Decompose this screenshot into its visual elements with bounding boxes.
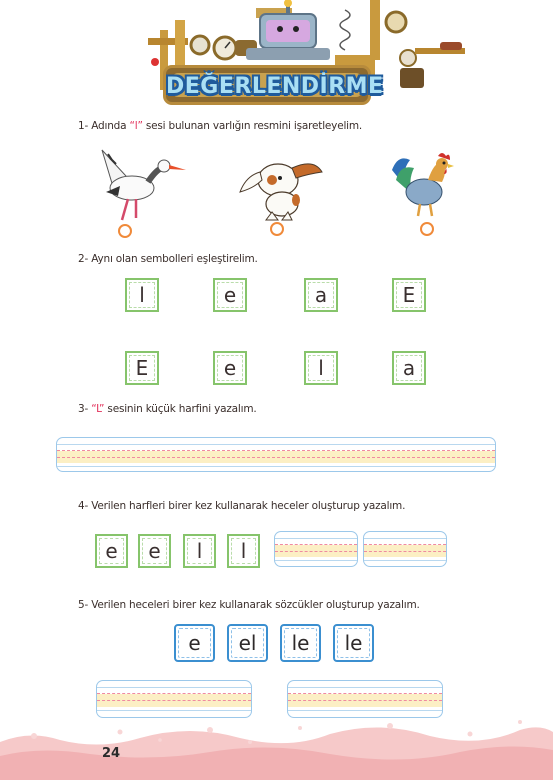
writing-line-q4-2[interactable] <box>363 531 447 567</box>
question-1 <box>78 120 362 132</box>
symbol-box-bottom-1[interactable]: E <box>125 351 159 385</box>
question-1-number: 1- <box>78 120 92 132</box>
dog-picture <box>236 152 324 222</box>
writing-line-q4-1[interactable] <box>274 531 358 567</box>
question-3-number: 3- <box>78 403 92 415</box>
rooster-picture <box>388 150 458 220</box>
symbol-box-bottom-3[interactable]: l <box>304 351 338 385</box>
answer-circle-rooster[interactable] <box>420 222 434 236</box>
title-banner <box>163 65 384 105</box>
question-3-text-after: sesinin küçük harfini yazalım. <box>104 403 257 415</box>
symbol-box-top-1[interactable]: l <box>125 278 159 312</box>
syllable-box-4: le <box>333 624 374 662</box>
footer-decoration <box>0 712 553 780</box>
page-title: DEĞERLENDİRME <box>166 74 384 99</box>
question-5: 5- Verilen heceleri birer kez kullanarak sözcükler oluşturup yazalım. <box>78 599 420 611</box>
page-number: 24 <box>102 746 121 761</box>
question-1-letter: “l” <box>129 120 143 132</box>
question-1-text-before: Adında <box>91 120 130 132</box>
syllable-box-3: le <box>280 624 321 662</box>
answer-circle-dog[interactable] <box>270 222 284 236</box>
question-1-text-after: sesi bulunan varlığın resmini işaretleyelim. <box>142 120 363 132</box>
symbol-box-top-3[interactable]: a <box>304 278 338 312</box>
letter-box-2: e <box>138 534 171 568</box>
letter-box-3: l <box>183 534 216 568</box>
question-3-letter: “L” <box>91 403 105 415</box>
question-2: 2- Aynı olan sembolleri eşleştirelim. <box>78 253 258 265</box>
symbol-box-bottom-4[interactable]: a <box>392 351 426 385</box>
symbol-box-top-4[interactable]: E <box>392 278 426 312</box>
question-4: 4- Verilen harfleri birer kez kullanarak heceler oluşturup yazalım. <box>78 500 406 512</box>
letter-box-1: e <box>95 534 128 568</box>
letter-box-4: l <box>227 534 260 568</box>
symbol-box-bottom-2[interactable]: e <box>213 351 247 385</box>
syllable-box-2: el <box>227 624 268 662</box>
stork-picture <box>96 146 188 224</box>
question-3 <box>78 403 256 415</box>
syllable-box-1: e <box>174 624 215 662</box>
answer-circle-stork[interactable] <box>118 224 132 238</box>
symbol-box-top-2[interactable]: e <box>213 278 247 312</box>
writing-line-q3[interactable] <box>56 437 496 472</box>
